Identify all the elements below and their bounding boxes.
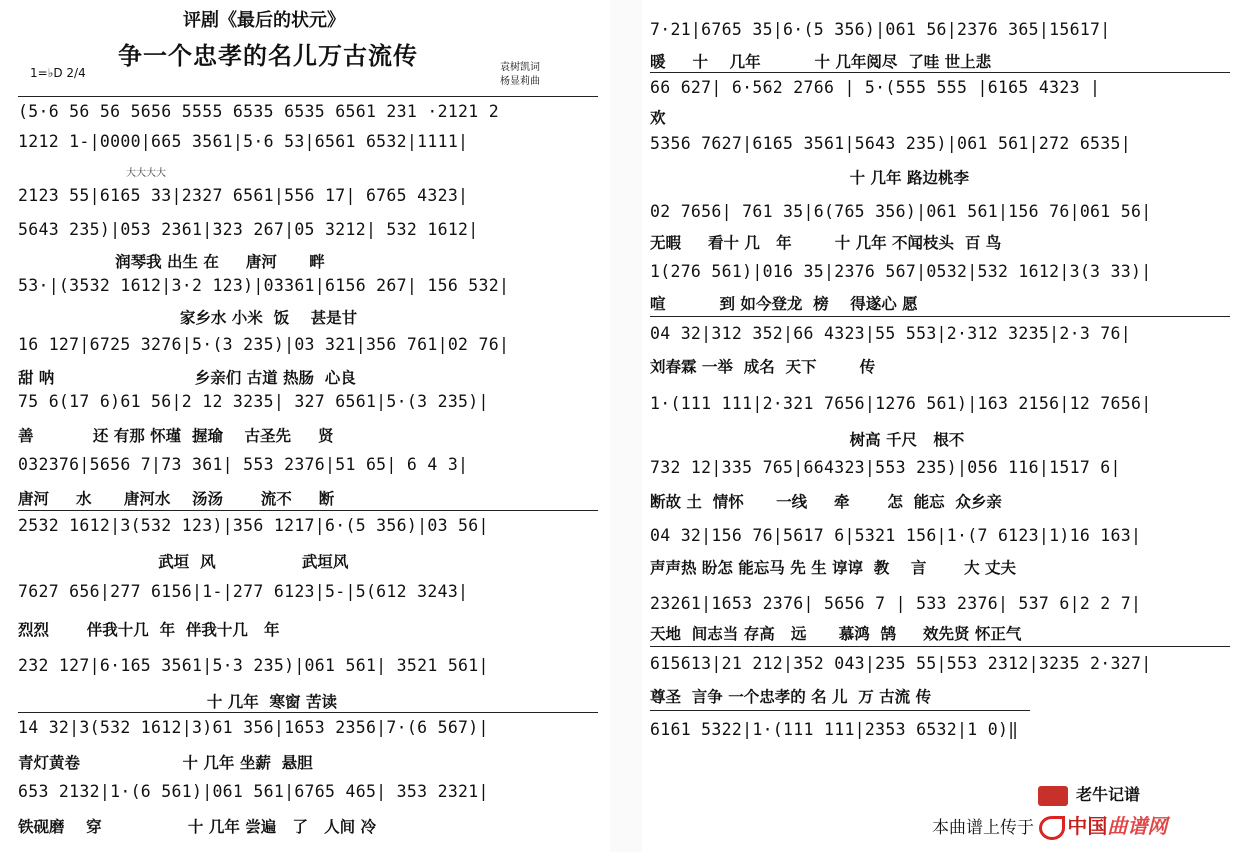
notation-row: 615613|21 212|352 043|235 55|553 2312|3235 2·327| bbox=[650, 654, 1152, 673]
notation-row: 2532 1612|3(532 123)|356 1217|6·(5 356)|03 56| bbox=[18, 516, 489, 535]
notation-row: 1212 1-|0000|665 3561|5·6 53|6561 6532|1111| bbox=[18, 132, 469, 151]
lyric-row: 声声热 盼怎 能忘马 先 生 谆谆 教 言 大 丈夫 bbox=[650, 559, 1017, 577]
score-title: 评剧《最后的状元》 bbox=[183, 10, 345, 31]
notation-row: 02 7656| 761 35|6(765 356)|061 561|156 76|061 56| bbox=[650, 202, 1152, 221]
staff-line bbox=[650, 710, 1030, 711]
under-note: 大大大大 bbox=[126, 168, 166, 179]
notation-row: 53·|(3532 1612|3·2 123)|03361|6156 267| 156 532| bbox=[18, 276, 510, 295]
notation-row: 1·(111 111|2·321 7656|1276 561)|163 2156|12 7656| bbox=[650, 394, 1152, 413]
lyricist-credit: 袁树凯词 bbox=[500, 62, 540, 73]
staff-line bbox=[650, 72, 1230, 73]
lyric-row: 武垣 风 武垣风 bbox=[18, 553, 349, 571]
staff-line bbox=[650, 646, 1230, 647]
notation-row: 16 127|6725 3276|5·(3 235)|03 321|356 761|02 76| bbox=[18, 335, 510, 354]
staff-line bbox=[18, 96, 598, 97]
site-logo-icon bbox=[1039, 816, 1065, 840]
lyric-row: 青灯黄卷 十 几年 坐薪 悬胆 bbox=[18, 754, 313, 772]
staff-line bbox=[650, 316, 1230, 317]
site-name-part-b[interactable]: 曲谱网 bbox=[1107, 814, 1168, 838]
lyric-row: 铁砚磨 穿 十 几年 尝遍 了 人间 冷 bbox=[18, 818, 376, 836]
upload-source bbox=[932, 810, 1167, 840]
recorder-credit bbox=[1038, 782, 1140, 806]
notation-row: (5·6 56 56 5656 5555 6535 6535 6561 231 ·2121 2 bbox=[18, 102, 499, 121]
notation-row: 2123 55|6165 33|2327 6561|556 17| 6765 4323| bbox=[18, 186, 469, 205]
notation-row: 04 32|312 352|66 4323|55 553|2·312 3235|2·3 76| bbox=[650, 324, 1131, 343]
lyric-row: 断故 土 情怀 一线 牵 怎 能忘 众乡亲 bbox=[650, 493, 1002, 511]
lyric-row: 暖 十 几年 十 几年阅尽 了哇 世上悲 bbox=[650, 53, 992, 71]
lyric-row: 喧 到 如今登龙 榜 得遂心 愿 bbox=[650, 295, 918, 313]
seal-stamp-icon bbox=[1038, 786, 1068, 806]
lyric-row: 十 几年 寒窗 苦读 bbox=[18, 693, 337, 711]
lyric-row: 无暇 看十 几 年 十 几年 不闻枝头 百 鸟 bbox=[650, 234, 1002, 252]
site-name-part-a[interactable]: 中国 bbox=[1067, 814, 1108, 838]
notation-row: 5356 7627|6165 3561|5643 235)|061 561|272 6535| bbox=[650, 134, 1131, 153]
lyric-row: 善 还 有那 怀瑾 握瑜 古圣先 贤 bbox=[18, 427, 334, 445]
lyric-row: 天地 间志当 存高 远 慕鸿 鹄 效先贤 怀正气 bbox=[650, 625, 1022, 643]
lyric-row: 十 几年 路边桃李 bbox=[650, 169, 969, 187]
lyric-row: 刘春霖 一举 成名 天下 传 bbox=[650, 358, 876, 376]
notation-row: 032376|5656 7|73 361| 553 2376|51 65| 6 4 3| bbox=[18, 455, 469, 474]
lyric-row: 家乡水 小米 饭 甚是甘 bbox=[18, 309, 358, 327]
composer-credit: 杨显莉曲 bbox=[500, 76, 540, 87]
lyric-row: 唐河 水 唐河水 汤汤 流不 断 bbox=[18, 490, 335, 508]
page-gutter bbox=[610, 0, 642, 852]
lyric-row: 烈烈 伴我十几 年 伴我十几 年 bbox=[18, 621, 280, 639]
notation-row: 7·21|6765 35|6·(5 356)|061 56|2376 365|15617| bbox=[650, 20, 1111, 39]
song-subtitle: 争一个忠孝的名儿万古流传 bbox=[118, 42, 418, 70]
notation-row: 66 627| 6·562 2766 | 5·(555 555 |6165 4323 | bbox=[650, 78, 1101, 97]
notation-row: 5643 235)|053 2361|323 267|05 3212| 532 1612| bbox=[18, 220, 479, 239]
notation-row: 7627 656|277 6156|1-|277 6123|5-|5(612 3243| bbox=[18, 582, 469, 601]
notation-row: 6161 5322|1·(111 111|2353 6532|1 0)‖ bbox=[650, 720, 1019, 739]
notation-row: 232 127|6·165 3561|5·3 235)|061 561| 3521 561| bbox=[18, 656, 489, 675]
lyric-row: 树高 千尺 根不 bbox=[650, 431, 965, 449]
staff-line bbox=[18, 712, 598, 713]
key-signature: 1=♭D 2/4 bbox=[30, 66, 86, 80]
notation-row: 14 32|3(532 1612|3)61 356|1653 2356|7·(6 567)| bbox=[18, 718, 489, 737]
notation-row: 75 6(17 6)61 56|2 12 3235| 327 6561|5·(3 235)| bbox=[18, 392, 489, 411]
notation-row: 653 2132|1·(6 561)|061 561|6765 465| 353 2321| bbox=[18, 782, 489, 801]
lyric-row: 尊圣 言争 一个忠孝的 名 儿 万 古流 传 bbox=[650, 688, 932, 706]
notation-row: 1(276 561)|016 35|2376 567|0532|532 1612|3(3 33)| bbox=[650, 262, 1152, 281]
upload-prefix: 本曲谱上传于 bbox=[932, 818, 1034, 838]
notation-row: 23261|1653 2376| 5656 7 | 533 2376| 537 6|2 2 7| bbox=[650, 594, 1142, 613]
lyric-row: 润琴我 出生 在 唐河 畔 bbox=[18, 253, 325, 271]
lyric-row: 甜 呐 乡亲们 古道 热肠 心良 bbox=[18, 369, 356, 387]
notation-row: 04 32|156 76|5617 6|5321 156|1·(7 6123|1)16 163| bbox=[650, 526, 1142, 545]
lyric-row: 欢 bbox=[650, 109, 666, 127]
recorder-name: 老牛记谱 bbox=[1076, 785, 1141, 804]
notation-row: 732 12|335 765|664323|553 235)|056 116|1517 6| bbox=[650, 458, 1121, 477]
staff-line bbox=[18, 510, 598, 511]
